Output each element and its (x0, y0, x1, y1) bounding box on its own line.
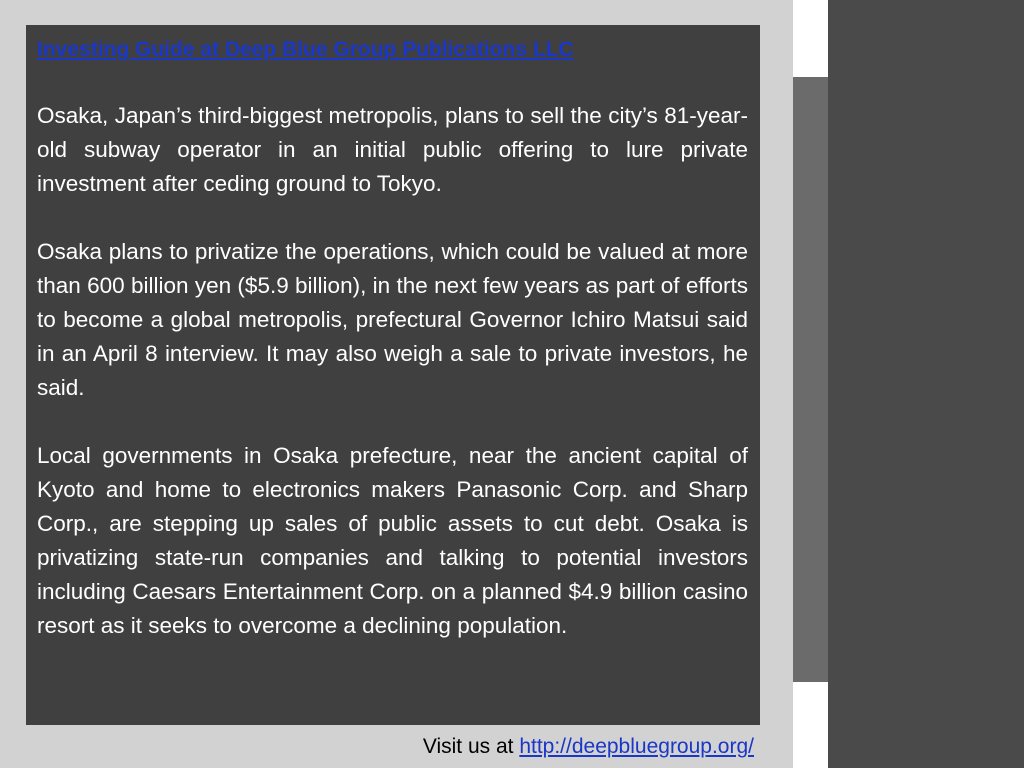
website-link[interactable]: http://deepbluegroup.org/ (519, 735, 754, 758)
decorative-panel-dark (828, 0, 1024, 768)
article-panel (26, 25, 760, 725)
footer-visit (423, 731, 754, 763)
spacer (37, 405, 748, 439)
article-paragraph-2: Osaka plans to privatize the operations, which could be valued at more than 600 billion yen ($5.9 billion), in the next few years as part of efforts to become a global metropolis, prefectural Governor Ichiro Matsui said in an April 8 interview. It may also weigh a sale to private investors, he said. (37, 239, 748, 400)
article-paragraph-3: Local governments in Osaka prefecture, near the ancient capital of Kyoto and home to electronics makers Panasonic Corp. and Sharp Corp., are stepping up sales of public assets to cut debt. Osaka is privatizing state-run companies and talking to potential investors including Caesars Entertainment Corp. on a planned $4.9 billion casino resort as it seeks to overcome a declining population. (37, 443, 748, 638)
footer-prefix: Visit us at (422, 735, 520, 758)
headline-link[interactable]: Investing Guide at Deep Blue Group Publications LLC (37, 38, 574, 61)
spacer (37, 65, 748, 99)
article-paragraph-1: Osaka, Japan’s third-biggest metropolis, plans to sell the city’s 81-year-old subway operator in an initial public offering to lure private investment after ceding ground to Tokyo. (37, 103, 748, 196)
spacer (37, 201, 748, 235)
decorative-strip-gray (793, 77, 828, 682)
